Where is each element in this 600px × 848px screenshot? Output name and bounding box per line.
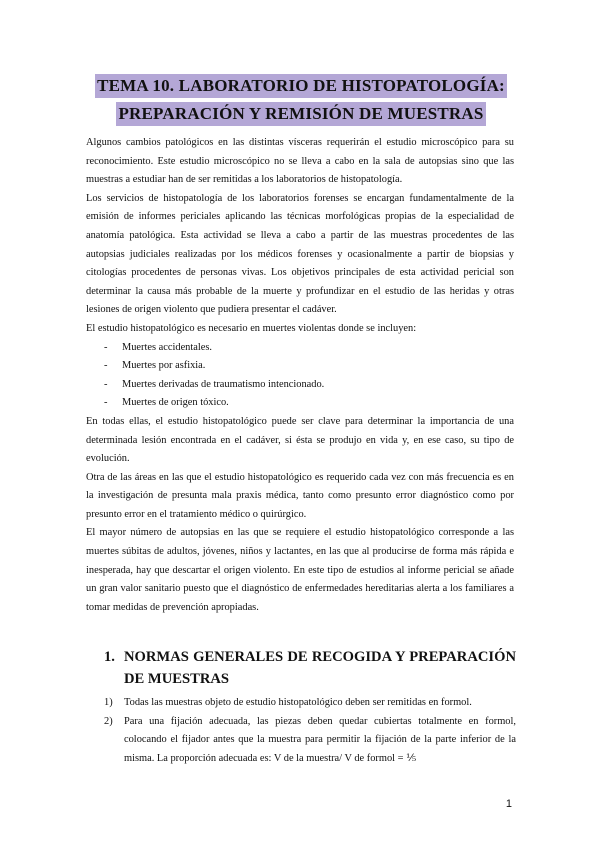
title-line-1-wrap	[86, 74, 516, 98]
section-heading-text: NORMAS GENERALES DE RECOGIDA Y PREPARACIÓN DE MUESTRAS	[124, 649, 516, 687]
item-text: Para una fijación adecuada, las piezas deben quedar cubiertas totalmente en formol, colocando el fijador antes que la muestra para permitir la fijación de la parte inferior de la misma. La proporción adecuada es: V de la muestra/ V de formol = ⅕	[124, 715, 516, 764]
paragraph-all-cases: En todas ellas, el estudio histopatológico puede ser clave para determinar la importancia de una determinada lesión encontrada en el cadáver, si ésta se produjo en vida y, en ese caso, su tipo de evolución.	[86, 415, 514, 465]
body-text	[86, 134, 514, 617]
section-1-list	[104, 694, 516, 768]
item-text: Todas las muestras objeto de estudio histopatológico deben ser remitidas en formol.	[124, 697, 472, 708]
violent-deaths-list	[86, 339, 514, 413]
title-line-2: PREPARACIÓN Y REMISIÓN DE MUESTRAS	[116, 102, 485, 126]
section-number: 1.	[104, 649, 115, 665]
title-line-2-wrap	[86, 102, 516, 126]
paragraph-violent-deaths: El estudio histopatológico es necesario en muertes violentas donde se incluyen:	[86, 322, 417, 334]
paragraph-services: Los servicios de histopatología de los laboratorios forenses se encargan fundamentalmente de la emisión de informes periciales aplicando las técnicas morfológicas propias de la especialidad de anatomía patológica. Esta actividad se lleva a cabo a partir de las muestras procedentes de las autopsias judiciales realizadas por los médicos forenses y ocasionalmente a partir de biopsias y citologías procedentes de personas vivas. Los objetivos principales de esta actividad pericial son determinar la causa más probable de la muerte y profundizar en el estudio de las heridas y otras lesiones de origen violento que pudiera presentar el cadáver.	[86, 192, 514, 316]
list-item: - Muertes accidentales.	[86, 339, 514, 358]
item-number: 1)	[104, 697, 113, 708]
item-number: 2)	[104, 715, 113, 727]
section-heading-1	[104, 646, 516, 690]
paragraph-intro: Algunos cambios patológicos en las distintas vísceras requerirán el estudio microscópico para su reconocimiento. Este estudio microscópico no se lleva a cabo en la sala de autopsias sino que las muestras a estudiar han de ser remitidas a los laboratorios de histopatología.	[86, 137, 514, 186]
paragraph-malpractice: Otra de las áreas en las que el estudio histopatológico es requerido cada vez con más frecuencia es en la investigación de presunta mala praxis médica, tanto como presunto error diagnóstico como por presunto error en el tratamiento médico o quirúrgico.	[86, 471, 514, 520]
page-number: 1	[505, 798, 512, 810]
paragraph-sudden-deaths: El mayor número de autopsias en las que se requiere el estudio histopatológico corresponde a las muertes súbitas de adultos, jóvenes, niños y lactantes, en las que al producirse de forma más rápida e inesperada, hay que descartar el origen violento. En este tipo de estudios al informe pericial se añade un gran valor sanitario puesto que el diagnóstico de enfermedades hereditarias alerta a los familiares a tomar medidas de prevención apropiadas.	[86, 527, 514, 613]
title-line-1: TEMA 10. LABORATORIO DE HISTOPATOLOGÍA:	[95, 74, 507, 98]
list-item: - Muertes derivadas de traumatismo intencionado.	[86, 376, 514, 395]
list-item: - Muertes de origen tóxico.	[86, 394, 514, 413]
list-item	[104, 694, 516, 713]
list-item	[104, 713, 516, 769]
list-item: - Muertes por asfixia.	[86, 357, 514, 376]
